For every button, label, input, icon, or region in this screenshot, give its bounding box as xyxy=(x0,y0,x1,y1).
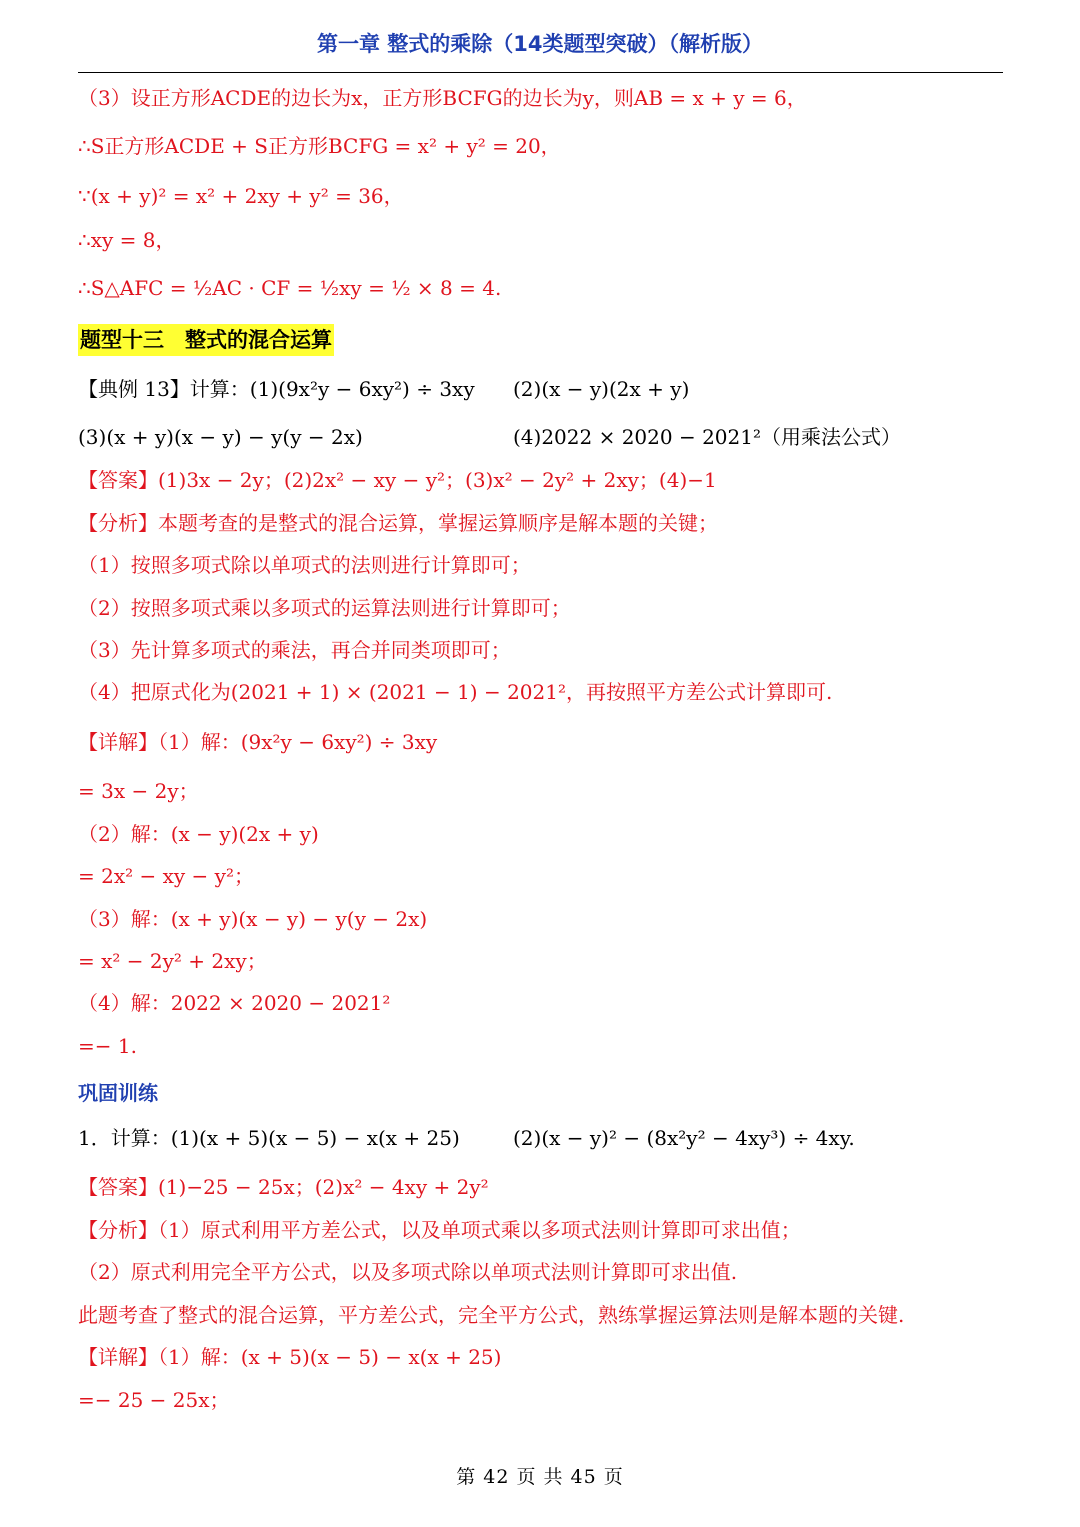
prev-solution-line-4: ∴xy = 8， xyxy=(78,228,176,252)
practice-detail-1: 【详解】（1）解：(x + 5)(x − 5) − x(x + 25) xyxy=(78,1345,502,1369)
example-question-3: (3)(x + y)(x − y) − y(y − 2x) xyxy=(78,425,363,449)
example-question-2: (2)(x − y)(2x + y) xyxy=(513,377,690,401)
example-detail-4: （4）解：2022 × 2020 − 2021² xyxy=(78,991,391,1015)
prev-solution-line-1: （3）设正方形ACDE的边长为x，正方形BCFG的边长为y，则AB = x + y = 6， xyxy=(78,86,807,110)
practice-answer: 【答案】(1)−25 − 25x；(2)x² − 4xy + 2y² xyxy=(78,1175,489,1199)
practice-analysis-1: 【分析】（1）原式利用平方差公式，以及单项式乘以多项式法则计算即可求出值； xyxy=(78,1218,801,1242)
example-detail-3-result: = x² − 2y² + 2xy； xyxy=(78,949,267,973)
example-analysis-2: （2）按照多项式乘以多项式的运算法则进行计算即可； xyxy=(78,596,571,620)
example-analysis-4: （4）把原式化为(2021 + 1) × (2021 − 1) − 2021²，再按照平方差公式计算即可. xyxy=(78,680,833,704)
practice-question-2: (2)(x − y)² − (8x²y² − 4xy³) ÷ 4xy. xyxy=(513,1126,855,1150)
page-header-title: 第一章 整式的乘除（14类题型突破）（解析版） xyxy=(316,32,764,56)
prev-solution-line-2: ∴S正方形ACDE + S正方形BCFG = x² + y² = 20， xyxy=(78,134,561,158)
page-number-footer: 第 42 页 共 45 页 xyxy=(456,1466,624,1488)
example-detail-3: （3）解：(x + y)(x − y) − y(y − 2x) xyxy=(78,907,428,931)
header-rule xyxy=(78,72,1003,73)
example-answer: 【答案】(1)3x − 2y；(2)2x² − xy − y²；(3)x² − 2y² + 2xy；(4)−1 xyxy=(78,468,717,492)
prev-solution-line-5: ∴S△AFC = ½AC · CF = ½xy = ½ × 8 = 4. xyxy=(78,276,502,300)
example-detail-1: 【详解】（1）解：(9x²y − 6xy²) ÷ 3xy xyxy=(78,730,438,754)
example-analysis-3: （3）先计算多项式的乘法，再合并同类项即可； xyxy=(78,638,511,662)
practice-analysis-3: 此题考查了整式的混合运算，平方差公式，完全平方公式，熟练掌握运算法则是解本题的关键. xyxy=(78,1303,905,1327)
example-detail-2-result: = 2x² − xy − y²； xyxy=(78,864,254,888)
practice-question-1: 1．计算：(1)(x + 5)(x − 5) − x(x + 25) xyxy=(78,1126,460,1150)
practice-detail-1-result: =− 25 − 25x； xyxy=(78,1388,230,1412)
practice-analysis-2: （2）原式利用完全平方公式，以及多项式除以单项式法则计算即可求出值. xyxy=(78,1260,738,1284)
example-analysis: 【分析】本题考查的是整式的混合运算，掌握运算顺序是解本题的关键； xyxy=(78,511,718,535)
example-analysis-1: （1）按照多项式除以单项式的法则进行计算即可； xyxy=(78,553,531,577)
example-detail-4-result: =− 1. xyxy=(78,1034,137,1058)
prev-solution-line-3: ∵(x + y)² = x² + 2xy + y² = 36， xyxy=(78,184,404,208)
example-detail-1-result: = 3x − 2y； xyxy=(78,779,199,803)
question-type-heading: 题型十三 整式的混合运算 xyxy=(78,324,334,356)
example-detail-2: （2）解：(x − y)(2x + y) xyxy=(78,822,319,846)
practice-section-title: 巩固训练 xyxy=(78,1081,158,1105)
example-question-1: 【典例 13】计算：(1)(9x²y − 6xy²) ÷ 3xy xyxy=(78,377,475,401)
example-question-4: (4)2022 × 2020 − 2021²（用乘法公式） xyxy=(513,425,901,449)
